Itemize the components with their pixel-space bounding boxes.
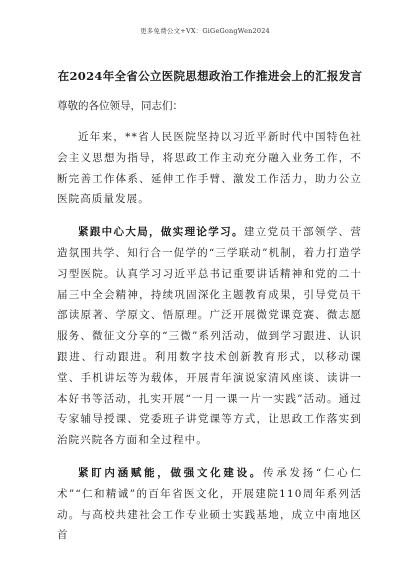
paragraph-culture-building bbox=[57, 463, 362, 546]
paragraph-lead: 紧跟中心大局，做实理论学习。 bbox=[78, 226, 244, 239]
header-watermark: 更多免费公文+VX：GiGeGongWen2024 bbox=[140, 27, 270, 35]
paragraph-text: 传承发扬“仁心仁术”“仁和精诚”的百年省医文化，开展建院110周年系列活动。与高校共建社会工作专业硕士实践基地，成立中南地区首 bbox=[57, 466, 362, 542]
paragraph-text: 建立党员干部领学、营造氛围共学、知行合一促学的“三学联动”机制，着力打造学习型医院。认真学习习近平总书记重要讲话精神和党的二十届三中全会精神，持续巩固深化主题教育成果，引导党员干部读原著、学原文、悟原理。广泛开展微党课竞赛、微志愿服务、微征文分享的“三微”系列活动，做到学习跟进、认识跟进、行动跟进。利用数字技术创新教育形式，以移动课堂、手机讲坛等为载体，开展青年演说家清风座谈、读讲一本好书等活动，扎实开展“一月一课一片一实践”活动。通过专家辅导授课、党委班子讲党课等方式，让思政工作落实到治院兴院各方面和全过程中。 bbox=[57, 226, 363, 447]
document-body bbox=[57, 127, 362, 558]
salutation: 尊敬的各位领导，同志们： bbox=[57, 100, 183, 112]
document-title: 在2024年全省公立医院思想政治工作推进会上的汇报发言 bbox=[57, 69, 363, 83]
paragraph-text: 近年来，**省人民医院坚持以习近平新时代中国特色社会主义思想为指导，将思政工作主动充分融入业务工作，不断完善工作体系、延伸工作手臂、激发工作活力，助力公立医院高质量发展。 bbox=[57, 131, 362, 206]
paragraph-theory-study bbox=[57, 222, 362, 451]
paragraph-intro bbox=[57, 127, 362, 210]
paragraph-lead: 紧盯内涵赋能，做强文化建设。 bbox=[78, 466, 264, 479]
